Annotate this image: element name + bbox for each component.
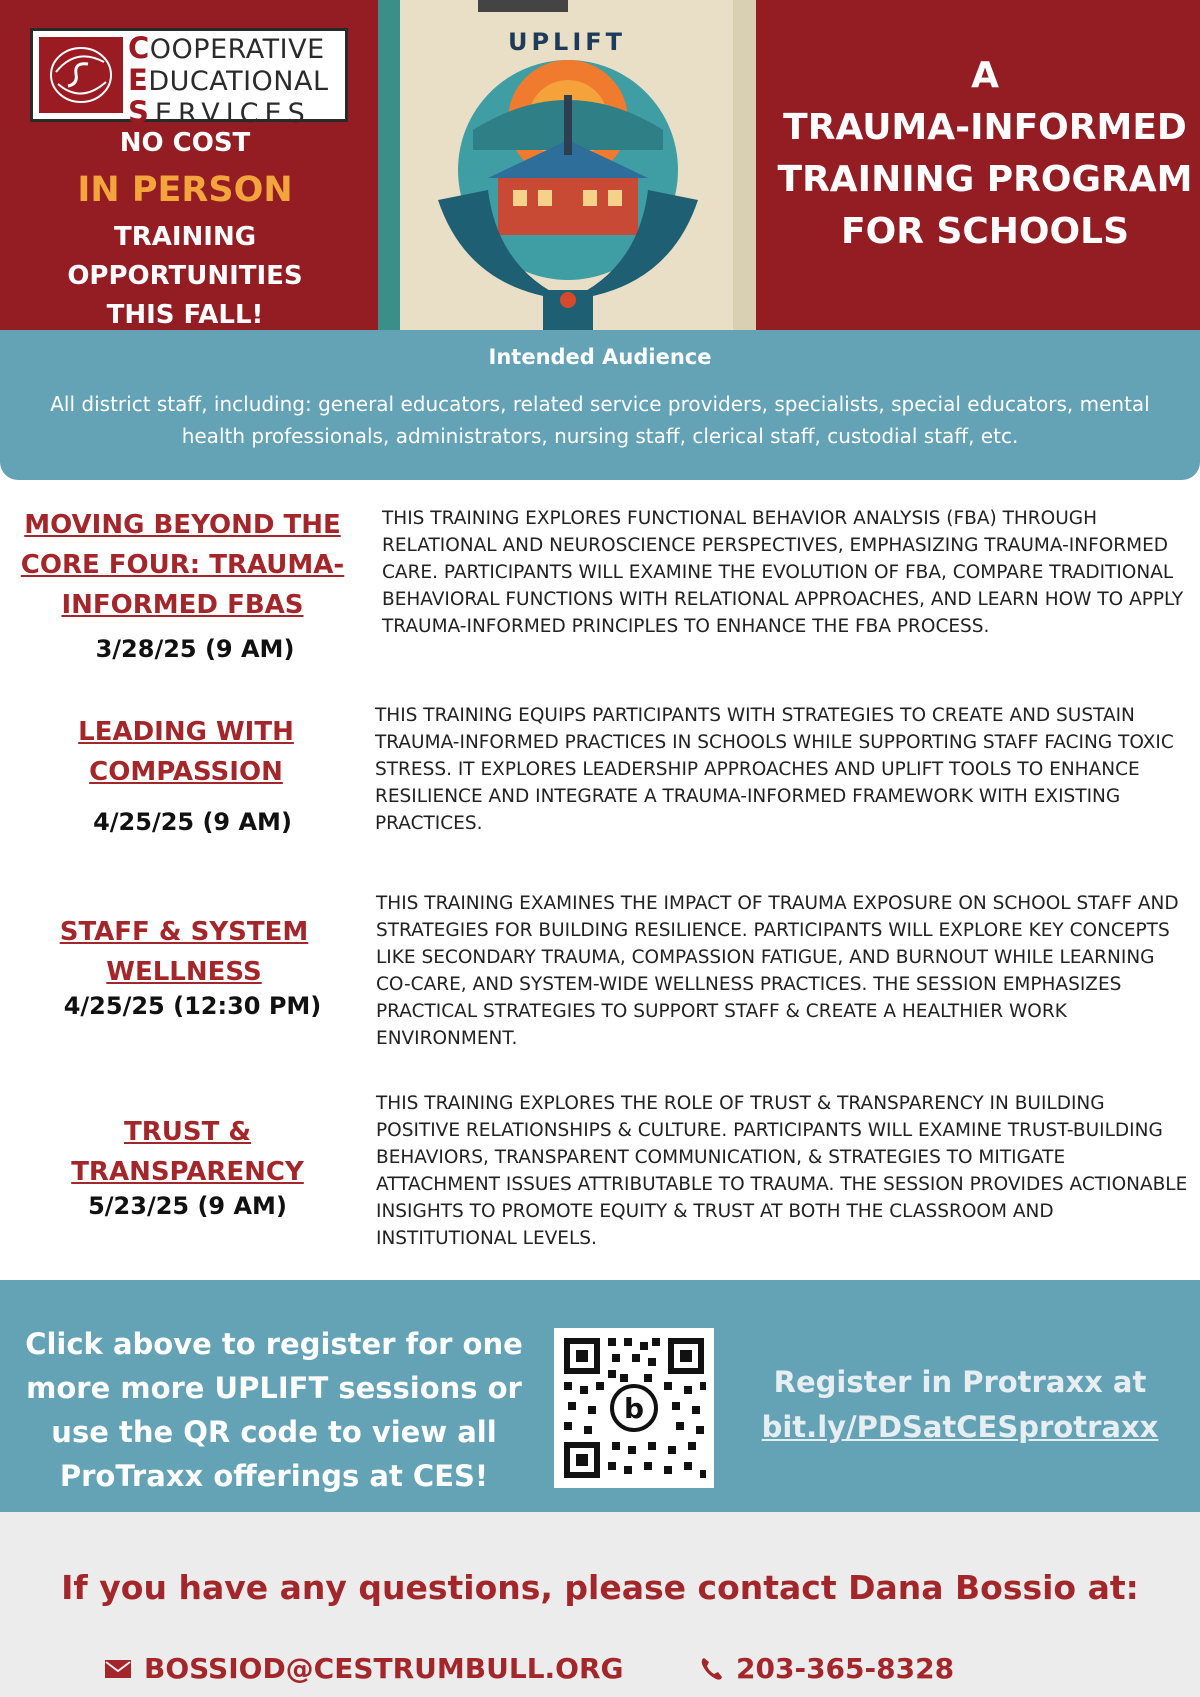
in-person-label: IN PERSON xyxy=(77,170,293,210)
session-title[interactable]: LEADING WITH COMPASSION xyxy=(78,717,294,787)
header-banner xyxy=(0,0,1200,330)
audience-description: All district staff, including: general educators, related service providers, specialists, special educators, mental health professionals, administrators, nursing staff, clerical staff, custodial staff, etc. xyxy=(50,392,1150,448)
intended-audience-section xyxy=(0,330,1200,480)
training-opportunities-label: TRAINING OPPORTUNITIES THIS FALL! xyxy=(67,222,303,330)
audience-title: Intended Audience xyxy=(488,345,712,369)
contact-email[interactable]: BOSSIOD@CESTRUMBULL.ORG xyxy=(104,1652,624,1685)
registration-instructions: Click above to register for one more more UPLIFT sessions or use the QR code to view all ProTraxx offerings at CES! xyxy=(25,1327,523,1493)
session-description: THIS TRAINING EXAMINES THE IMPACT OF TRAUMA EXPOSURE ON SCHOOL STAFF AND STRATEGIES FOR BUILDING RESILIENCE. PARTICIPANTS WILL EXPLORE KEY CONCEPTS LIKE SECONDARY TRAUMA, COMPASSION FATIGUE, AND BURNOUT WHILE LEARNING CO-CARE, AND SYSTEM-WIDE WELLNESS PRACTICES. THE SESSION EMPHASIZES PRACTICAL STRATEGIES TO SUPPORT STAFF & CREATE A HEALTHIER WORK ENVIRONMENT. xyxy=(376,893,1179,1049)
ces-logo-icon xyxy=(39,37,123,113)
qr-code[interactable] xyxy=(554,1328,714,1488)
protraxx-registration: Register in Protraxx at bit.ly/PDSatCESprotraxx xyxy=(750,1360,1170,1450)
contact-section xyxy=(0,1512,1200,1697)
session-date: 4/25/25 (12:30 PM) xyxy=(63,992,322,1020)
no-cost-label: NO COST xyxy=(119,128,251,158)
session-title[interactable]: TRUST & TRANSPARENCY xyxy=(71,1117,304,1187)
phone-icon xyxy=(700,1656,724,1682)
uplift-art-title: UPLIFT xyxy=(507,28,627,56)
contact-phone[interactable]: 203-365-8328 xyxy=(700,1652,954,1685)
session-title[interactable]: MOVING BEYOND THE CORE FOUR: TRAUMA- INFORMED FBAS xyxy=(20,510,345,620)
svg-text:b: b xyxy=(623,1392,645,1425)
uplift-illustration xyxy=(378,0,756,330)
session-description: THIS TRAINING EXPLORES FUNCTIONAL BEHAVIOR ANALYSIS (FBA) THROUGH RELATIONAL AND NEUROSCIENCE PERSPECTIVES, EMPHASIZING TRAUMA-INFORMED CARE. PARTICIPANTS WILL EXAMINE THE EVOLUTION OF FBA, COMPARE TRADITIONAL BEHAVIORAL FUNCTIONS WITH RELATIONAL APPROACHES, AND LEARN HOW TO APPLY TRAUMA-INFORMED PRINCIPLES TO ENHANCE THE FBA PROCESS. xyxy=(382,508,1184,637)
mail-icon xyxy=(104,1659,132,1679)
registration-section xyxy=(0,1280,1200,1512)
contact-title: If you have any questions, please contact Dana Bossio at: xyxy=(61,1568,1139,1607)
ces-logo xyxy=(30,28,348,129)
session-date: 4/25/25 (9 AM) xyxy=(93,808,292,836)
session-description: THIS TRAINING EXPLORES THE ROLE OF TRUST & TRANSPARENCY IN BUILDING POSITIVE RELATIONSHIPS & CULTURE. PARTICIPANTS WILL EXAMINE TRUST-BUILDING BEHAVIORS, TRANSPARENT COMMUNICATION, & STRATEGIES TO MITIGATE ATTACHMENT ISSUES ATTRIBUTABLE TO TRAUMA. THE SESSION PROVIDES ACTIONABLE INSIGHTS TO PROMOTE EQUITY & TRUST AT BOTH THE CLASSROOM AND INSTITUTIONAL LEVELS. xyxy=(376,1093,1188,1249)
session-title[interactable]: STAFF & SYSTEM WELLNESS xyxy=(59,917,309,987)
protraxx-link[interactable]: bit.ly/PDSatCESprotraxx xyxy=(761,1410,1159,1444)
ces-logo-wordmark: COOPERATIVE EDUCATIONAL SERVICES xyxy=(128,31,329,129)
session-description: THIS TRAINING EQUIPS PARTICIPANTS WITH STRATEGIES TO CREATE AND SUSTAIN TRAUMA-INFORMED PRACTICES IN SCHOOLS WHILE SUPPORTING STAFF FACING TOXIC STRESS. IT EXPLORES LEADERSHIP APPROACHES AND UPLIFT TOOLS TO ENHANCE RESILIENCE AND INTEGRATE A TRAUMA-INFORMED FRAMEWORK WITH EXISTING PRACTICES. xyxy=(375,705,1174,834)
session-date: 3/28/25 (9 AM) xyxy=(95,635,295,663)
page-headline: A TRAUMA-INFORMED TRAINING PROGRAM FOR SCHOOLS xyxy=(777,55,1193,252)
session-date: 5/23/25 (9 AM) xyxy=(88,1192,287,1220)
